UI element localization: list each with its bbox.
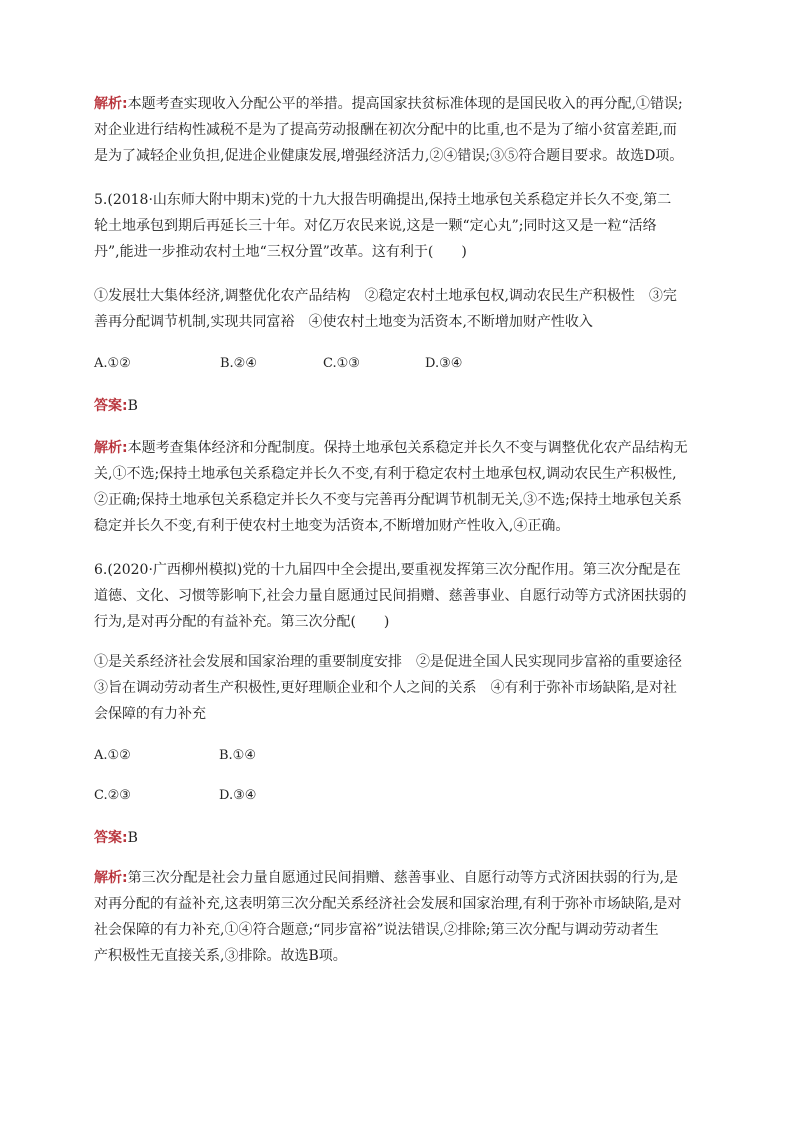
question-stem-line: 丹”,能进一步推动农村土地“三权分置”改革。这有利于( ) [94, 244, 467, 260]
statement-line: 善再分配调节机制,实现共同富裕 ④使农村土地变为活资本,不断增加财产性收入 [94, 314, 593, 330]
analysis-text-line: 关,①不选;保持土地承包关系稳定并长久不变,有利于稳定农村土地承包权,调动农民生产积极性, [94, 466, 677, 482]
answer-value: B [127, 830, 138, 846]
choice-b[interactable]: B.①④ [219, 748, 256, 763]
choice-b[interactable]: B.②④ [220, 356, 257, 371]
analysis-text-line: 对企业进行结构性减税不是为了提高劳动报酬在初次分配中的比重,也不是为了缩小贫富差距,而 [94, 122, 677, 138]
choice-d[interactable]: D.③④ [425, 356, 463, 371]
analysis-label: 解析: [94, 96, 128, 112]
choice-a[interactable]: A.①② [94, 748, 131, 763]
analysis-text-line: 本题考查集体经济和分配制度。保持土地承包关系稳定并长久不变与调整优化农产品结构无 [127, 440, 688, 456]
analysis-text-line: 产积极性无直接关系,③排除。故选B项。 [94, 948, 347, 964]
analysis-label: 解析: [94, 440, 128, 456]
analysis-text-line: 稳定并长久不变,有利于使农村土地变为活资本,不断增加财产性收入,④正确。 [94, 518, 570, 534]
question-stem-line: 6.(2020·广西柳州模拟)党的十九届四中全会提出,要重视发挥第三次分配作用。第三次分配是在 [94, 562, 681, 578]
choice-c[interactable]: C.①③ [323, 356, 360, 371]
answer-label: 答案: [94, 398, 128, 414]
analysis-label: 解析: [94, 870, 128, 886]
statement-line: ③旨在调动劳动者生产积极性,更好理顺企业和个人之间的关系 ④有利于弥补市场缺陷,是对社 [94, 680, 677, 696]
choice-a[interactable]: A.①② [94, 356, 131, 371]
analysis-text-line: 是为了减轻企业负担,促进企业健康发展,增强经济活力,②④错误;③⑤符合题目要求。故选D项。 [94, 148, 684, 164]
question-stem-line: 5.(2018·山东师大附中期末)党的十九大报告明确提出,保持土地承包关系稳定并长久不变,第二 [94, 192, 672, 208]
statement-line: 会保障的有力补充 [94, 706, 206, 722]
statement-line: ①发展壮大集体经济,调整优化农产品结构 ②稳定农村土地承包权,调动农民生产积极性 ③完 [94, 288, 677, 304]
question-stem-line: 轮土地承包到期后再延长三十年。对亿万农民来说,这是一颗“定心丸”;同时这又是一粒“活络 [94, 218, 657, 234]
q6-choices [94, 746, 702, 806]
question-stem-line: 道德、文化、习惯等影响下,社会力量自愿通过民间捐赠、慈善事业、自愿行动等方式济困扶弱的 [94, 588, 687, 604]
choice-d[interactable]: D.③④ [219, 788, 257, 803]
analysis-text-line: 第三次分配是社会力量自愿通过民间捐赠、慈善事业、自愿行动等方式济困扶弱的行为,是 [127, 870, 679, 886]
question-stem-line: 行为,是对再分配的有益补充。第三次分配( ) [94, 614, 390, 630]
analysis-text-line: 社会保障的有力补充,①④符合题意;“同步富裕”说法错误,②排除;第三次分配与调动劳动者生 [94, 922, 659, 938]
answer-value: B [127, 398, 138, 414]
analysis-text-line: 本题考查实现收入分配公平的举措。提高国家扶贫标准体现的是国民收入的再分配,①错误; [127, 96, 683, 112]
statement-line: ①是关系经济社会发展和国家治理的重要制度安排 ②是促进全国人民实现同步富裕的重要途径 [94, 654, 682, 670]
analysis-text-line: 对再分配的有益补充,这表明第三次分配关系经济社会发展和国家治理,有利于弥补市场缺陷,是对 [94, 896, 682, 912]
answer-label: 答案: [94, 830, 128, 846]
choice-c[interactable]: C.②③ [94, 788, 131, 803]
q5-choices [94, 354, 702, 374]
analysis-text-line: ②正确;保持土地承包关系稳定并长久不变与完善再分配调节机制无关,③不选;保持土地承包关系 [94, 492, 682, 508]
